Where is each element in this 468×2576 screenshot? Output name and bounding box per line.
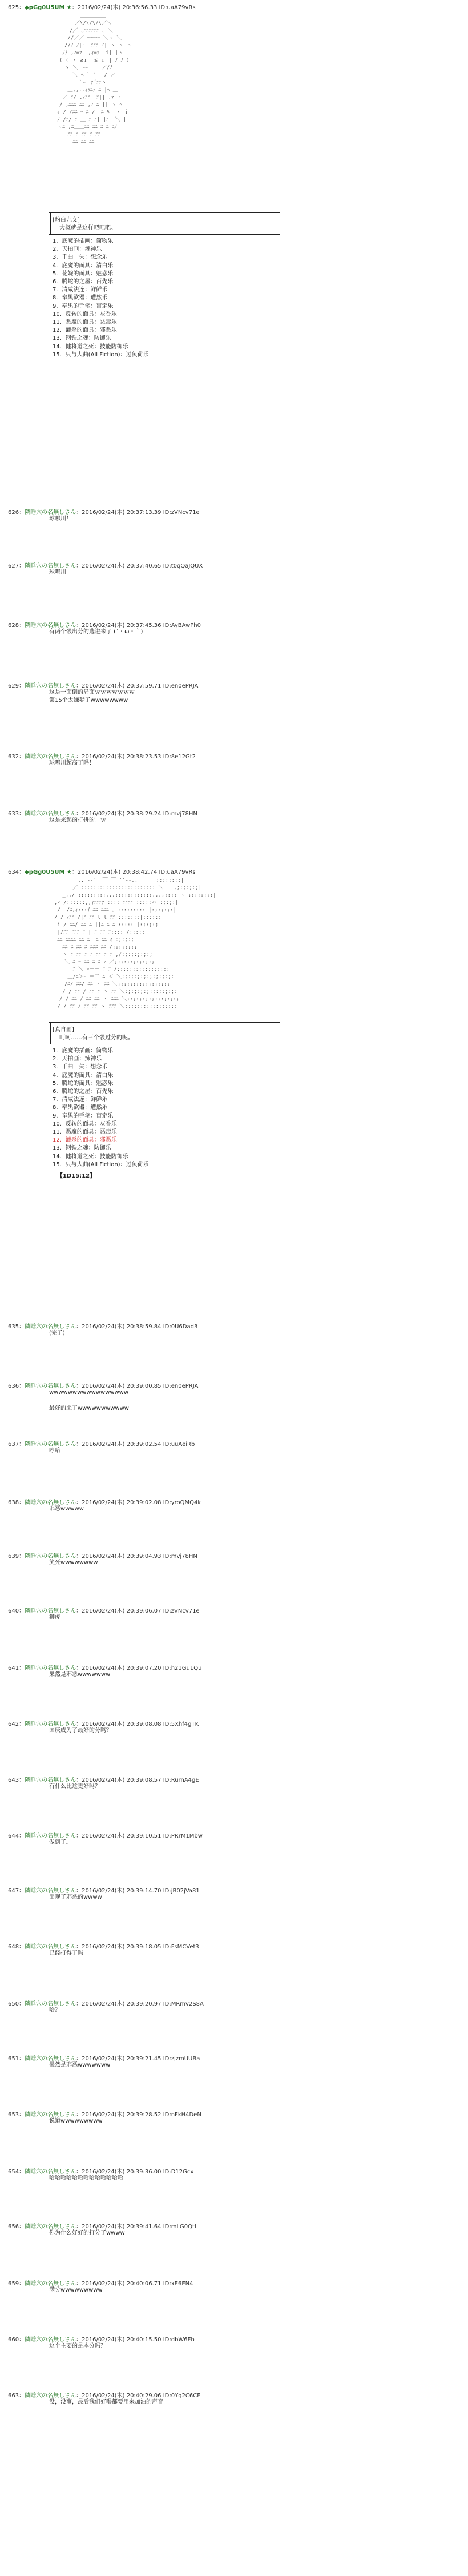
post-body: 你为什么好好的打分了wwww — [49, 2230, 125, 2236]
post-meta: ：2016/02/24(木) 20:39:20.97 ID:MRmv2S8A — [76, 2001, 204, 2007]
post-author[interactable]: 隣睡穴の名無しさん — [25, 2281, 76, 2287]
post-body: 球哪川！ — [49, 516, 72, 522]
post-author[interactable]: 隣睡穴の名無しさん — [25, 1441, 76, 1448]
post-body: 这是一面倒的局面ｗｗｗｗｗｗｗ 第15个太嫌疑了wwwwwwww — [49, 689, 135, 704]
post-number: 656： — [8, 2224, 25, 2230]
post-body: 出现了邪恶的wwww — [49, 1894, 102, 1900]
post-author[interactable]: 隣睡穴の名無しさん — [25, 1665, 76, 1671]
post-body: 球哪川 — [49, 569, 66, 576]
post-number: 634： — [8, 869, 25, 875]
box-list — [53, 238, 149, 359]
list-item: 13．钢铁之魂：防御乐 — [53, 335, 111, 342]
post-header — [8, 1497, 201, 1506]
post-header — [8, 2278, 193, 2287]
post-header — [8, 1831, 203, 1839]
post-number: 628： — [8, 622, 25, 629]
list-item: 9．奉黑的手笔：盲定乐 — [53, 303, 114, 310]
post-number: 641： — [8, 1665, 25, 1671]
post-meta: ：2016/02/24(木) 20:40:15.50 ID:dbW6Fb — [76, 2337, 195, 2343]
box-border — [50, 1022, 51, 1044]
post-author[interactable]: 隣睡穴の名無しさん — [25, 1324, 76, 1330]
post-author[interactable]: 隣睡穴の名無しさん — [25, 2056, 76, 2062]
post-author[interactable]: 隣睡穴の名無しさん — [25, 509, 76, 516]
post-meta: ：2016/02/24(木) 20:38:42.74 ID:uaA79vRs — [71, 869, 196, 875]
post-number: 647： — [8, 1888, 25, 1894]
list-item: 5．花婉的面具：魅惑乐 — [53, 270, 114, 277]
post-body: 做到了。 — [49, 1839, 72, 1846]
post-header — [8, 1999, 204, 2007]
post-header — [8, 681, 198, 689]
post-header — [8, 1381, 198, 1389]
post-header — [8, 2167, 193, 2175]
post-meta: ：2016/02/24(木) 20:39:41.64 ID:mLG0Qtl — [76, 2224, 196, 2230]
post-number: 651： — [8, 2056, 25, 2062]
list-item: 2．天拍画：辣神乐 — [53, 1056, 102, 1063]
post-body: 有两个骰出分的选进来了 (´・ω・｀) — [49, 629, 143, 635]
box-line: 呵呵……有三个骰过分的呢。 — [59, 1035, 134, 1041]
list-item: 13．钢铁之魂：防御乐 — [53, 1145, 111, 1152]
post-header — [8, 507, 200, 516]
post-number: 639： — [8, 1553, 25, 1560]
ascii-art-2: ,. -‐'' ￣ ￣ ''‐-., ;:;:;:;:| ／ :::::::::::::::::::::::: ＼ ,;:;:;:;| _,,/ :::::::::,,,::::::::::::,,,,:::: ヽ ;:;:;:;:| ,∠_/::::::,,ｨﾆﾆﾆｧ :::: ﾆﾆﾆﾆ :::::ハ :;:;:| / /ﾆ,ｨ:::ｲ ﾆﾆ ﾆﾆﾆ ､ ::::::::: |:;:;:;:| / / ｨﾆﾆ /|ﾆ ﾆﾆ l l ﾆﾆ :::::::|:;:;:;| i / ﾆﾆ/ ﾆﾆ ﾆ ||ﾆ ﾆ ﾆ ::::: |:;:;:; |/ﾆﾆ ﾆﾆﾆ ﾆ | ﾆ ﾆﾆ ﾆ:::: /:;:;: ﾆﾆ ﾆﾆﾆﾆ ﾆﾆ ﾆ ﾆ ﾆﾆ ｨ :;:;:; ﾆﾆ ﾆ ﾆﾆ ﾆ ﾆﾆﾆ ﾆﾆ /:;:;:;:; ヽ ﾆ ﾆﾆ ﾆ ﾆ ﾆﾆ ﾆ ﾆ ,/:;:;:;:;:; ＼ ﾆ ｰ ﾆﾆ ﾆ ﾆ ｧ ／;:;:;:;:;:;:; ﾆ ＼ ｰ－－ ﾆ ﾆ /;:;:;:;:;:;:;:;:; ＿/ﾆ＞ｰ ＝三 ﾆ ＜ ＼:;:;:;:;:;:;:;:;: /ﾆ/ ﾆﾆ/ ﾆﾆ ヽ ﾆﾆ ＼;:;:;:;:;:;:;:;:; / / ﾆﾆ / ﾆﾆ ﾆ ヽ ﾆﾆ ＼:;:;:;:;:;:;:;:;: / / ﾆﾆ / ﾆﾆ ﾆﾆ ヽ ﾆﾆﾆ ＼;:;:;:;:;:;:;:;:; / / ﾆﾆ / ﾆﾆ ﾆﾆ ヽ ﾆﾆﾆ ＼;:;:;:;:;:;:;:;:; — [54, 878, 216, 1010]
list-item: 14．健将道之死：技能防御乐 — [53, 1153, 128, 1160]
list-item: 15．只与大曲(All Fiction)：过负荷乐 — [53, 1161, 149, 1168]
list-item: 6．腾蛇的之屋：百先乐 — [53, 1088, 114, 1095]
post-author[interactable]: ◆pGg0U5UM ★ — [25, 5, 72, 11]
post-body: 说道wwwwwwwww — [49, 2118, 103, 2124]
post-number: 629： — [8, 683, 25, 689]
post-author[interactable]: 隣睡穴の名無しさん — [25, 2337, 76, 2343]
post-author[interactable]: 隣睡穴の名無しさん — [25, 754, 76, 760]
post-meta: ：2016/02/24(木) 20:39:14.70 ID:jB02jVa81 — [76, 1888, 200, 1894]
post-author[interactable]: 隣睡穴の名無しさん — [25, 683, 76, 689]
post-body: 这个主要的是本分吗？ — [49, 2343, 106, 2349]
post-meta: ：2016/02/24(木) 20:39:08.08 ID:5Xhf4gTK — [76, 1721, 199, 1727]
list-item: 5．腾蛇的面具：魅惑乐 — [53, 1080, 114, 1087]
post-body: 国庆成为了最好的分吗？ — [49, 1727, 112, 1734]
post-author[interactable]: 隣睡穴の名無しさん — [25, 1833, 76, 1839]
post-body: 没，没事，最后我们好喝都要用来加油的声音 — [49, 2399, 163, 2405]
post-body: wwwwwwwwwwwwwwwww 最好的来了wwwwwwwwwww — [49, 1389, 129, 1412]
post-number: 640： — [8, 1608, 25, 1614]
post-body: 笑死wwwwwwww — [49, 1560, 98, 1566]
post-author[interactable]: 隣睡穴の名無しさん — [25, 622, 76, 629]
post-author[interactable]: 隣睡穴の名無しさん — [25, 2393, 76, 2399]
post-body: 哼哈 — [49, 1448, 60, 1454]
post-body: 哈？ — [49, 2007, 60, 2014]
post-author[interactable]: 隣睡穴の名無しさん — [25, 2224, 76, 2230]
list-item: 7．清咸法连：鲜鲜乐 — [53, 287, 108, 294]
box-border — [50, 212, 51, 234]
post-header — [8, 2334, 195, 2343]
post-header — [8, 1551, 197, 1560]
post-body: 果然是邪恶wwwwwww — [49, 2062, 111, 2068]
post-author[interactable]: 隣睡穴の名無しさん — [25, 1383, 76, 1389]
post-header — [8, 561, 203, 569]
post-body: 已经打得了吗 — [49, 1950, 83, 1956]
post-number: 637： — [8, 1441, 25, 1448]
post-header — [8, 751, 196, 760]
post-number: 663： — [8, 2393, 25, 2399]
post-meta: ：2016/02/24(木) 20:39:06.07 ID:zVNcv71e — [76, 1608, 200, 1614]
post-body: 这是来起的打拼的！ｗ — [49, 817, 106, 823]
post-meta: ：2016/02/24(木) 20:40:29.06 ID:0Yg2C6CF — [76, 2393, 200, 2399]
post-author[interactable]: 隣睡穴の名無しさん — [25, 563, 76, 569]
post-header — [8, 867, 196, 875]
post-author[interactable]: 隣睡穴の名無しさん — [25, 2001, 76, 2007]
post-meta: ：2016/02/24(木) 20:39:36.00 ID:D12Gcx — [76, 2169, 194, 2175]
box-title: [真自画] — [53, 1027, 74, 1033]
post-body: 狮虎 — [49, 1614, 60, 1621]
post-body: 邪恶wwwww — [49, 1506, 84, 1512]
post-header — [8, 2109, 201, 2118]
list-item: 15．只与大曲(All Fiction)：过负荷乐 — [53, 351, 149, 358]
divider — [49, 212, 280, 213]
post-author[interactable]: 隣睡穴の名無しさん — [25, 1777, 76, 1783]
post-number: 660： — [8, 2337, 25, 2343]
post-header — [8, 1606, 200, 1614]
post-meta: ：2016/02/24(木) 20:39:18.05 ID:FsMCVet3 — [76, 1944, 199, 1950]
post-number: 650： — [8, 2001, 25, 2007]
post-meta: ：2016/02/24(木) 20:39:02.08 ID:yroQMQ4k — [76, 1500, 201, 1506]
post-meta: ：2016/02/24(木) 20:39:28.52 ID:nFkH4DeN — [76, 2112, 201, 2118]
post-meta: ：2016/02/24(木) 20:38:29.24 ID:mvj78HN — [76, 811, 197, 817]
list-item: 7．清咸法连：鲜鲜乐 — [53, 1096, 108, 1103]
post-number: 625： — [8, 5, 25, 11]
post-body: 满分wwwwwwwww — [49, 2287, 103, 2293]
post-meta: ：2016/02/24(木) 20:39:07.20 ID:h21Gu1Qu — [76, 1665, 202, 1671]
list-item: 11．恶魔的面具：恶毒乐 — [53, 1129, 117, 1136]
post-number: 635： — [8, 1324, 25, 1330]
post-number: 638： — [8, 1500, 25, 1506]
list-item: 9．奉黑的手笔：盲定乐 — [53, 1112, 114, 1119]
post-body: 果然是邪恶wwwwwww — [49, 1671, 111, 1678]
post-number: 633： — [8, 811, 25, 817]
post-header — [8, 809, 197, 817]
list-item: 12．灌杀的面具：邪恶乐 — [53, 1137, 117, 1144]
post-author[interactable]: 隣睡穴の名無しさん — [25, 1944, 76, 1950]
divider — [49, 234, 280, 235]
list-item: 12．灌杀的面具：邪恶乐 — [53, 327, 117, 334]
time-tag: 【1D15:12】 — [57, 1173, 96, 1179]
box-title: [豹白九文] — [53, 217, 80, 223]
post-header — [8, 2053, 200, 2062]
post-meta: ：2016/02/24(木) 20:37:40.65 ID:t0qQaJQUX — [76, 563, 203, 569]
post-meta: ：2016/02/24(木) 20:39:00.85 ID:en0ePRJA — [76, 1383, 199, 1389]
post-number: 636： — [8, 1383, 25, 1389]
list-item: 14．健将道之死：技能防御乐 — [53, 343, 128, 350]
post-header — [8, 1439, 195, 1448]
post-body: (完了) — [49, 1330, 65, 1336]
post-author[interactable]: 隣睡穴の名無しさん — [25, 2169, 76, 2175]
post-number: 653： — [8, 2112, 25, 2118]
post-number: 659： — [8, 2281, 25, 2287]
post-body: 球哪川超高了吗！ — [49, 760, 95, 766]
post-author[interactable]: 隣睡穴の名無しさん — [25, 1500, 76, 1506]
post-header — [8, 2221, 196, 2230]
post-header — [8, 1719, 199, 1727]
post-author[interactable]: ◆pGg0U5UM ★ — [25, 869, 72, 875]
post-header — [8, 2390, 200, 2399]
list-item: 2．天拍画：辣神乐 — [53, 246, 102, 253]
divider — [49, 1022, 280, 1023]
post-meta: ：2016/02/24(木) 20:38:59.84 ID:0U6Dad3 — [76, 1324, 198, 1330]
post-meta: ：2016/02/24(木) 20:37:45.36 ID:AyBAwPh0 — [76, 622, 201, 629]
list-item: 8．奉黑欲器：遭然乐 — [53, 1104, 108, 1111]
list-item: 8．奉黑欲器：遭然乐 — [53, 295, 108, 302]
post-header — [8, 1775, 199, 1783]
post-number: 632： — [8, 754, 25, 760]
post-number: 654： — [8, 2169, 25, 2175]
post-author[interactable]: 隣睡穴の名無しさん — [25, 1553, 76, 1560]
box-list — [53, 1047, 149, 1169]
post-header — [8, 1886, 200, 1894]
list-item: 1．底魔的插画：简物乐 — [53, 1048, 114, 1054]
post-author[interactable]: 隣睡穴の名無しさん — [25, 1888, 76, 1894]
list-item: 4．底魔的面具：清白乐 — [53, 1072, 114, 1079]
list-item: 4．底魔的面具：清白乐 — [53, 262, 114, 269]
list-item: 3．千曲一失：想念乐 — [53, 254, 108, 261]
post-meta: ：2016/02/24(木) 20:40:06.71 ID:xE6EN4 — [76, 2281, 193, 2287]
post-meta: ：2016/02/24(木) 20:36:56.33 ID:uaA79vRs — [71, 5, 196, 11]
ascii-art-1: ＿＿＿＿＿ ／\/\/\/\／＼ /／ ､ﾆﾆﾆﾆﾆﾆ ､ ＼ //／／ ｰｰｰｰｰ ＼ヽ ＼ //ﾉ ﾉ|ﾄ ﾆﾆﾆ ｲ| ヽ ヽ ヽ ﾉﾉ ,ｨ=ｧ ,ｨ=ｧ i| |ヽ ( ( ヽ ≧ｒ ≦ ｒ | ﾉ ﾉ ) ヽ ＼ ｰｰ ／/ﾉ ＼ ﾍ ` ´ ＿/ ／ ｀ｰ－ｧ´ﾆﾆヽ ＿,,..ｨｩﾆｧ ﾆ |ﾍ ＿ ／ ﾆ/ ,ｨﾆﾆ ﾆ|| ,ｧ ヽ / ,ﾆﾆﾆ ﾆﾆ ,ｨ ﾆ || ヽ ﾍ ｨ / /ﾆﾆ ｰ ﾆ / ﾆ ﾊ ヽ ｉ ﾉ /ﾆ/ ﾆ ＿ ﾆ ﾆ| |ﾆ ＼ | ヽﾆ ,ﾆ＿＿ﾆﾆ ﾆﾆ ﾆ ﾆ ﾆﾉ ﾆﾆ ﾆ ﾆﾆ ﾆ ﾆﾆ ﾆﾆ ﾆﾆ ﾆﾆ — [57, 13, 132, 145]
post-number: 626： — [8, 509, 25, 516]
post-number: 642： — [8, 1721, 25, 1727]
list-item: 6．腾蛇的之屋：百先乐 — [53, 279, 114, 286]
post-body: 有什么比这更好吗？ — [49, 1783, 100, 1790]
list-item: 11．恶魔的面具：恶毒乐 — [53, 319, 117, 326]
box-line: 大概就是这样吧吧吧。 — [59, 225, 116, 231]
post-author[interactable]: 隣睡穴の名無しさん — [25, 2112, 76, 2118]
post-number: 644： — [8, 1833, 25, 1839]
post-number: 643： — [8, 1777, 25, 1783]
post-meta: ：2016/02/24(木) 20:39:04.93 ID:mvj78HN — [76, 1553, 197, 1560]
post-header — [8, 2, 196, 11]
list-item: 10．反转的面具：灰香乐 — [53, 311, 117, 318]
post-author[interactable]: 隣睡穴の名無しさん — [25, 1608, 76, 1614]
list-item: 10．反转的面具：灰香乐 — [53, 1120, 117, 1127]
post-meta: ：2016/02/24(木) 20:39:10.51 ID:PRrM1Mbw — [76, 1833, 203, 1839]
post-number: 648： — [8, 1944, 25, 1950]
post-meta: ：2016/02/24(木) 20:39:02.54 ID:uuAeiRb — [76, 1441, 195, 1448]
post-header — [8, 1942, 199, 1950]
post-author[interactable]: 隣睡穴の名無しさん — [25, 811, 76, 817]
post-meta: ：2016/02/24(木) 20:39:08.57 ID:RurnA4gE — [76, 1777, 199, 1783]
post-header — [8, 1663, 201, 1671]
post-meta: ：2016/02/24(木) 20:38:23.53 ID:8e12Gt2 — [76, 754, 196, 760]
post-header — [8, 620, 201, 629]
post-body: 哈哈哈哈哈哈哈哈哈哈哈哈哈 — [49, 2175, 123, 2181]
post-meta: ：2016/02/24(木) 20:39:21.45 ID:zjzmUUBa — [76, 2056, 200, 2062]
post-meta: ：2016/02/24(木) 20:37:59.71 ID:en0ePRJA — [76, 683, 199, 689]
post-author[interactable]: 隣睡穴の名無しさん — [25, 1721, 76, 1727]
list-item: 3．千曲一失：想念乐 — [53, 1064, 108, 1071]
post-number: 627： — [8, 563, 25, 569]
post-header — [8, 1321, 197, 1330]
list-item: 1．底魔的插画：简物乐 — [53, 238, 114, 244]
post-meta: ：2016/02/24(木) 20:37:13.39 ID:zVNcv71e — [76, 509, 200, 516]
